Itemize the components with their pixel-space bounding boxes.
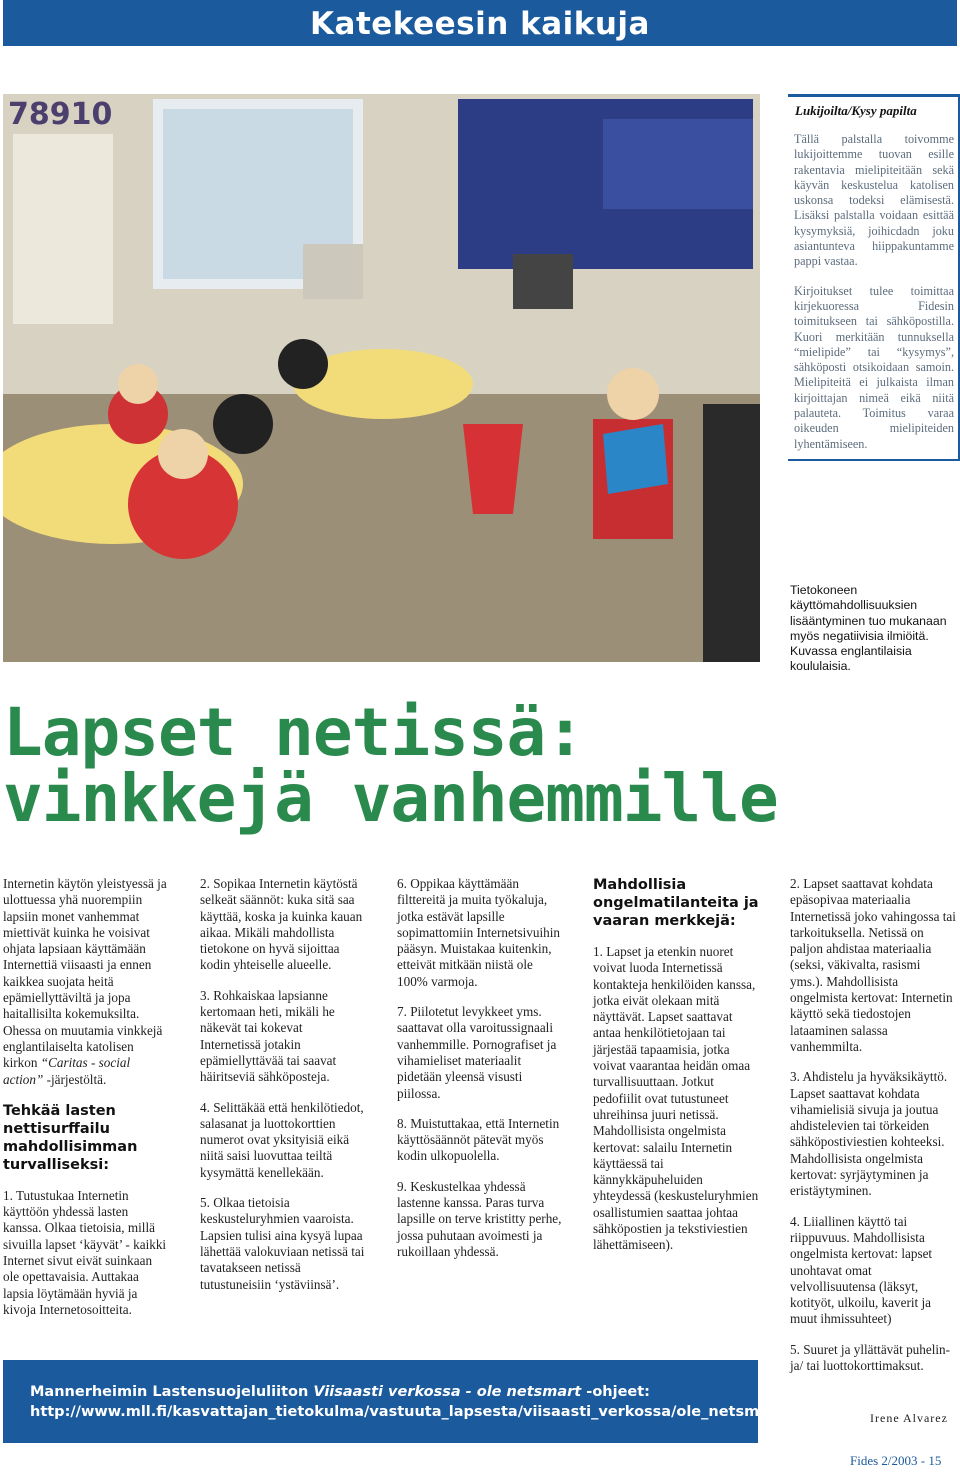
- article-column-3: [397, 876, 563, 1274]
- sidebar-heading: Lukijoilta/Kysy papilta: [788, 94, 960, 124]
- sidebar-text: [794, 132, 954, 466]
- risk-5: 5. Suuret ja yllättävät puhelin- ja/ tai luottokorttimaksut.: [790, 1341, 951, 1374]
- subheading-risks: Mahdollisia ongelmatilanteita ja vaaran merkkejä:: [593, 877, 759, 929]
- risk-1: 1. Lapset ja etenkin nuoret voivat luoda Internetissä kontakteja henkilöiden kanssa, jotka eivät olekaan mitä näyttävät. Lapset saattavat antaa henkilötietojaan tai järjestää tapaamisia, jotka voivat vaarantaa heidän omaa turvallisuuttaan. Jotkut pedofiilit ovat tutustuneet uhreihinsa juuri netissä. Mahdollisista ongelmista kertovat: salailu Internetin käyttäessä tai kännykkäpuheluiden yhteydessä (keskusteluryhmien osallistumien saattaa johtaa sähköpostien ja tekstiviestien lähettämiseen).: [593, 944, 759, 1253]
- tip-1: 1. Tutustukaa Internetin käyttöön yhdessä lasten kanssa. Olkaa tietoisia, millä sivuilla lapset ‘käyvät’ - kaikki Internet sivut eivät suinkaan ole opettavaisia. Auttakaa lapsia löytämään hyviä ja kivoja Internetosoitteita.: [3, 1187, 167, 1317]
- article-title: Lapset netissä: vinkkejä vanhemmille: [3, 694, 778, 837]
- classroom-photo: [3, 94, 760, 662]
- tip-6: 6. Oppikaa käyttämään filttereitä ja muita työkaluja, jotka estävät lapsille sopimattomiin Internetsivuihin pääsyn. Muistakaa kuitenkin, etteivät mitkään niistä ole 100% varmoja.: [397, 876, 560, 989]
- article-column-4: [593, 876, 759, 1268]
- sidebar-paragraph: Tällä palstalla toivomme lukijoittemme tuovan esille rakentavia mielipiteitään sekä käyvän keskustelua katolisen uskonsa todeksi elämisestä. Lisäksi palstalla voidaan esittää kysymyksiä, joihicdadn joku asiantunteva hiippakuntamme pappi vastaa.: [794, 132, 954, 269]
- tip-8: 8. Muistuttakaa, että Internetin käyttösäännöt pätevät myös kodin ulkopuolella.: [397, 1115, 560, 1164]
- svg-text:78910: 78910: [8, 97, 113, 132]
- risk-3: 3. Ahdistelu ja hyväksikäyttö. Lapset saattavat kohdata vihamielisiä sivuja ja joutua ahdistelevien tai törkeiden sähköpostiviestien kohteeksi. Mahdollisista ongelmista kertovat: syrjäytyminen ja eristäytyminen.: [790, 1069, 948, 1199]
- photo-caption: Tietokoneen käyttömahdollisuuksien lisääntyminen tuo mukanaan myös negatiivisia ilmiöitä. Kuvassa englantilaisia koululaisia.: [790, 583, 947, 674]
- tip-9: 9. Keskustelkaa yhdessä lastenne kanssa. Paras turva lapsille on terve kristitty perhe, jossa puhutaan avoimesti ja rukoillaan yhdessä.: [397, 1178, 562, 1259]
- risk-4: 4. Liiallinen käyttö tai riippuvuus. Mahdollisista ongelmista kertovat: lapset unohtavat omat velvollisuutensa (läksyt, kotityöt, ulkoilu, kaverit ja muut ihmissuhteet): [790, 1213, 933, 1327]
- netsmart-link[interactable]: http://www.mll.fi/kasvattajan_tietokulma/vastuuta_lapsesta/viisaasti_verkossa/ole_netsmart/: [30, 1404, 789, 1420]
- article-column-1: [3, 876, 169, 1332]
- tip-5: 5. Olkaa tietoisia keskusteluryhmien vaaroista. Lapsien tulisi aina kysyä lupaa lähettää valokuviaan netissä tai tavatakseen netissä tutustuneisiin ‘ystäviinsä’.: [200, 1195, 365, 1292]
- page-title: Katekeesin kaikuja: [310, 6, 650, 42]
- article-column-5: [790, 876, 956, 1388]
- tip-7: 7. Piilotetut levykkeet yms. saattavat olla varoitussignaali vanhemmille. Pornografiset ja vihamieliset materiaalit pidetään yleensä visusti piilossa.: [397, 1004, 557, 1101]
- tip-4: 4. Selittäkää että henkilötiedot, salasanat ja luottokorttien numerot ovat yksityisiä eikä niitä saisi luovuttaa teiltä kysymättä kenellekään.: [200, 1099, 364, 1180]
- header-bar: [3, 0, 957, 46]
- intro-paragraph: Internetin käytön yleistyessä ja ulottuessa yhä nuorempiin lapsiin monet vanhemmat miettivät kuinka he voisivat ohjata lapsiaan käyttämään Internettiä viisaasti ja ennen kaikkea suojata heitä epämiellyttäviltä ja jopa haitallisilta kokemuksilta. Ohessa on muutamia vinkkejä englantilaiselta katolisen kirkon “Caritas - social action” -järjestöltä.: [3, 876, 167, 1087]
- risk-2: 2. Lapset saattavat kohdata epäsopivaa materiaalia Internetissä joko vahingossa tai tarkoituksella. Netissä on paljon ahdistaa materiaalia (seksi, väkivalta, rasismi yms.). Mahdollisista ongelmista kertovat: Internetin käyttö sekä tiedostojen lataaminen salassa vanhemmilta.: [790, 876, 956, 1054]
- author-name: Irene Alvarez: [870, 1411, 948, 1425]
- subheading-safety: Tehkää lasten nettisurffailu mahdollisimman turvalliseksi:: [3, 1102, 138, 1173]
- sidebar-paragraph: Kirjoitukset tulee toimittaa kirjekuoressa Fidesin toimitukseen tai sähköpostilla. Kuori merkitään tunnuksella “mielipide” tai “kysymys”, sähköposti otsikoidaan samoin. Mielipiteitä ei julkaista ilman kirjoittajan nimeä eikä niitä palauteta. Toimitus varaa oikeuden mielipiteiden lyhentämiseen.: [794, 283, 954, 451]
- tip-2: 2. Sopikaa Internetin käytöstä selkeät säännöt: kuka sitä saa käyttää, koska ja kuinka kauan aikaa. Mikäli mahdollista tietokone on hyvä sijoittaa kodin yhteiselle alueelle.: [200, 876, 363, 973]
- article-column-2: [200, 876, 366, 1307]
- page-footer: Fides 2/2003 - 15: [850, 1453, 942, 1468]
- tip-3: 3. Rohkaiskaa lapsianne kertomaan heti, mikäli he näkevät tai kokevat Internetissä jotakin epämiellyttävää tai saavat häiritseviä sähköposteja.: [200, 987, 337, 1085]
- link-box-text: Mannerheimin Lastensuojeluliiton Viisaasti verkossa - ole netsmart -ohjeet: http://www.mll.fi/kasvattajan_tietokulma/vastuuta_lapsesta/viisaasti_verkossa/ole_netsmart/: [30, 1384, 789, 1420]
